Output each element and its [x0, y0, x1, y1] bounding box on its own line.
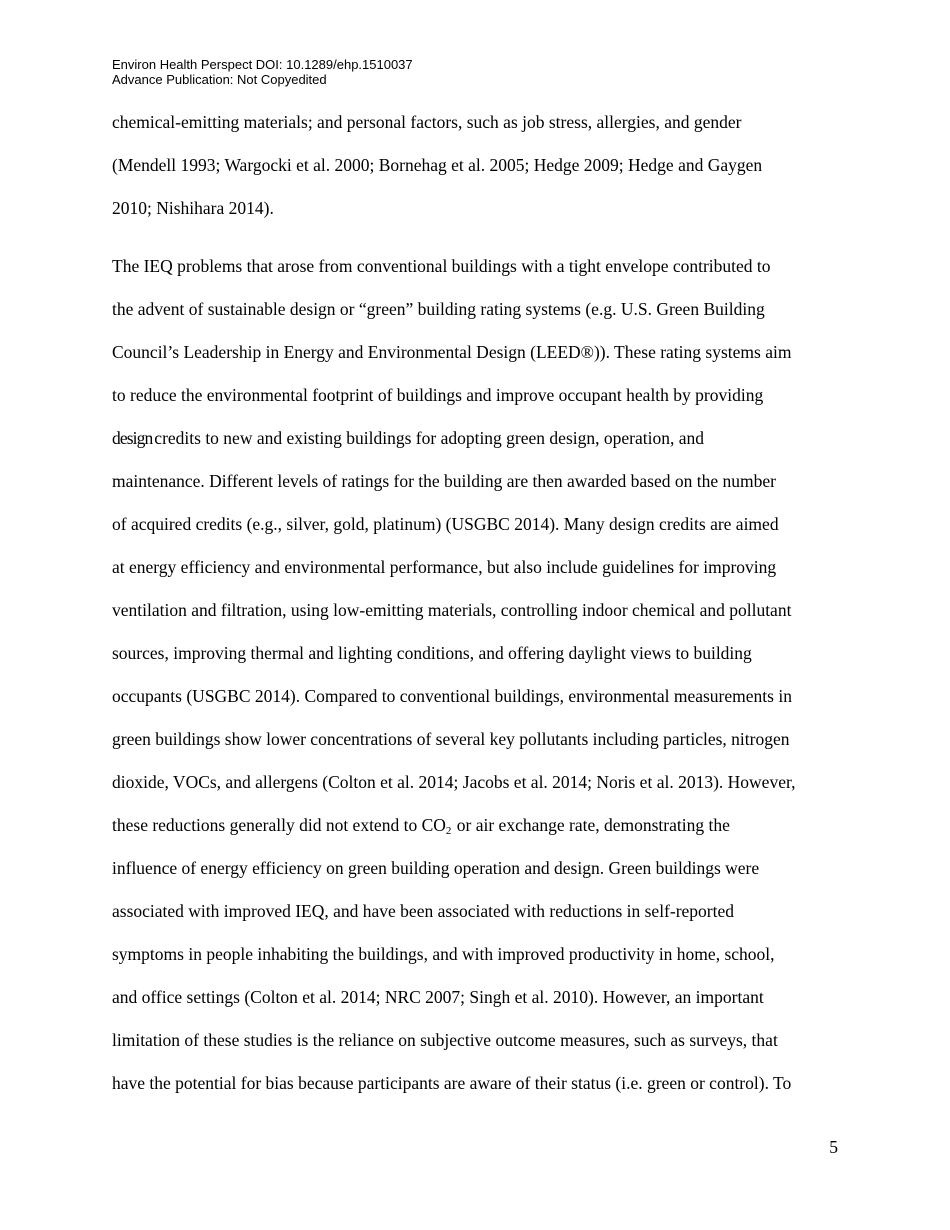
- text-line: the advent of sustainable design or “green” building rating systems (e.g. U.S. Green Building: [112, 299, 765, 319]
- text-line: (Mendell 1993; Wargocki et al. 2000; Bornehag et al. 2005; Hedge 2009; Hedge and Gaygen: [112, 155, 763, 175]
- text-line: limitation of these studies is the reliance on subjective outcome measures, such as surveys, that: [112, 1030, 778, 1050]
- text-line: chemical-emitting materials; and personal factors, such as job stress, allergies, and gender: [112, 112, 742, 132]
- text-line: green buildings show lower concentrations of several key pollutants including particles, nitrogen: [112, 729, 790, 749]
- line-end: or air exchange rate, demonstrating the: [452, 815, 730, 835]
- text-line: ventilation and filtration, using low-emitting materials, controlling indoor chemical and pollutant: [112, 600, 792, 620]
- text-line: maintenance. Different levels of ratings for the building are then awarded based on the number: [112, 471, 776, 491]
- text-line: associated with improved IEQ, and have been associated with reductions in self-reported: [112, 901, 735, 921]
- text-line: [112, 804, 795, 847]
- line-start: these reductions generally did not extend to CO: [112, 815, 446, 835]
- text-line: have the potential for bias because participants are aware of their status (i.e. green or control). To: [112, 1073, 792, 1093]
- condensed-word: design: [112, 428, 153, 448]
- publication-status-line: Advance Publication: Not Copyedited: [112, 72, 327, 87]
- co2-subscript: 2: [445, 825, 452, 837]
- journal-doi-line: Environ Health Perspect DOI: 10.1289/ehp.1510037: [112, 57, 413, 72]
- text-line: Council’s Leadership in Energy and Environmental Design (LEED®)). These rating systems aim: [112, 342, 792, 362]
- paragraph-2: [112, 245, 795, 1105]
- paragraph-1: [112, 101, 762, 230]
- text-line: occupants (USGBC 2014). Compared to conventional buildings, environmental measurements in: [112, 686, 792, 706]
- line-remainder: credits to new and existing buildings for adopting green design, operation, and: [154, 428, 704, 448]
- text-line: and office settings (Colton et al. 2014; NRC 2007; Singh et al. 2010). However, an important: [112, 987, 764, 1007]
- page-number: 5: [829, 1137, 838, 1157]
- text-line: The IEQ problems that arose from conventional buildings with a tight envelope contributed to: [112, 256, 771, 276]
- running-header: [112, 57, 413, 87]
- text-line: [112, 417, 795, 460]
- text-line: sources, improving thermal and lighting conditions, and offering daylight views to building: [112, 643, 752, 663]
- text-line: of acquired credits (e.g., silver, gold, platinum) (USGBC 2014). Many design credits are aimed: [112, 514, 779, 534]
- text-line: to reduce the environmental footprint of buildings and improve occupant health by providing: [112, 385, 764, 405]
- text-line: 2010; Nishihara 2014).: [112, 198, 274, 218]
- text-line: dioxide, VOCs, and allergens (Colton et al. 2014; Jacobs et al. 2014; Noris et al. 2013). However,: [112, 772, 796, 792]
- text-line: at energy efficiency and environmental performance, but also include guidelines for improving: [112, 557, 777, 577]
- text-line: influence of energy efficiency on green building operation and design. Green buildings were: [112, 858, 760, 878]
- text-line: symptoms in people inhabiting the buildings, and with improved productivity in home, school,: [112, 944, 775, 964]
